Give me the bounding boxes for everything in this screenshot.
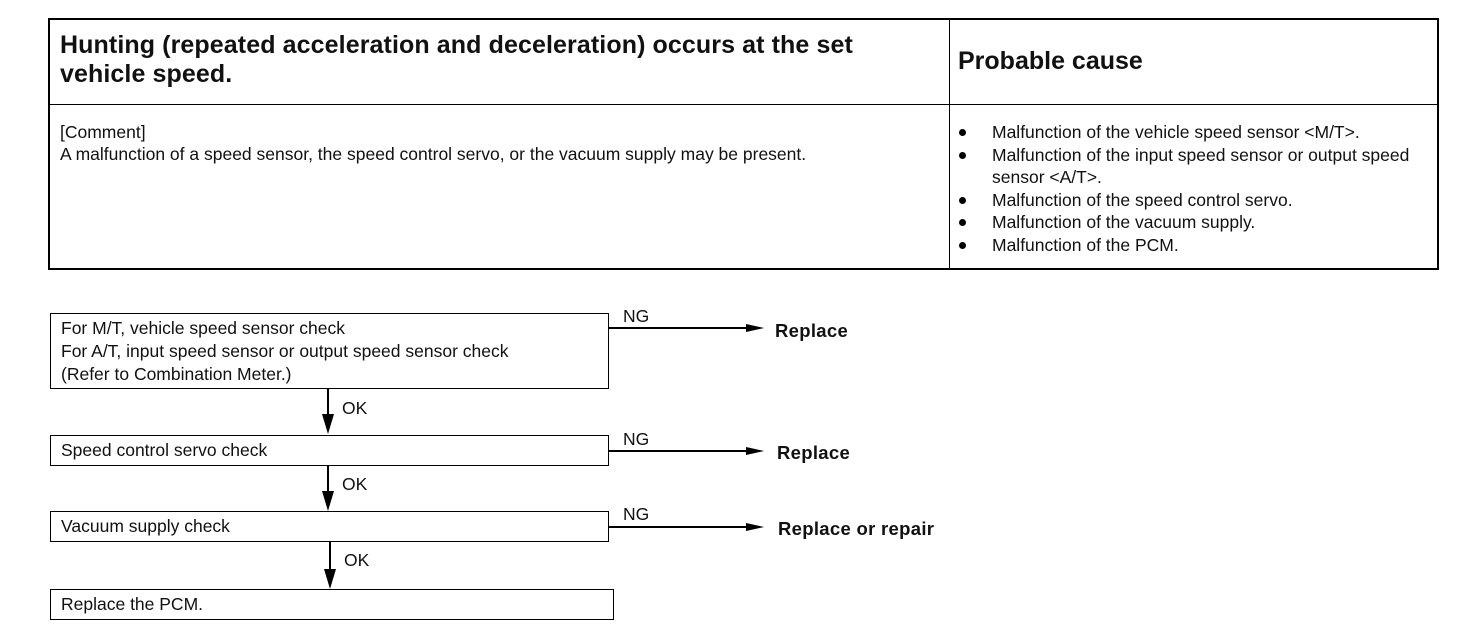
bullet-icon	[959, 242, 966, 249]
cause-text: Malfunction of the input speed sensor or output speed sensor <A/T>.	[992, 144, 1410, 187]
step1-box	[50, 313, 609, 389]
step3-ng-line	[609, 526, 749, 528]
ok2-arrow-icon	[322, 491, 334, 511]
step2-result: Replace	[777, 442, 851, 463]
comment-block	[60, 121, 806, 165]
probable-cause-header-cell	[950, 20, 1437, 105]
cause-text: Malfunction of the vehicle speed sensor <M/T>.	[992, 122, 1360, 142]
step3-result: Replace or repair	[778, 518, 935, 539]
step2-ng-line	[609, 450, 749, 452]
ok3-line	[329, 542, 331, 570]
ok2-label: OK	[342, 474, 368, 494]
ok3-label: OK	[344, 550, 370, 570]
ok3-arrow-icon	[324, 569, 336, 589]
cause-text: Malfunction of the speed control servo.	[992, 189, 1293, 210]
bullet-icon	[959, 129, 966, 136]
cause-item	[956, 211, 1436, 234]
step2-ng-arrow-icon	[746, 447, 764, 455]
step1-result: Replace	[775, 320, 849, 341]
step1-ng-arrow-icon	[746, 324, 764, 332]
bullet-icon	[959, 219, 966, 226]
step3-ng-label: NG	[623, 504, 650, 524]
ok1-line	[327, 389, 329, 415]
step3-ng-arrow-icon	[746, 523, 764, 531]
step2-box	[50, 435, 609, 466]
step2-text: Speed control servo check	[61, 440, 268, 460]
step4-text: Replace the PCM.	[61, 594, 204, 614]
comment-text: A malfunction of a speed sensor, the speed control servo, or the vacuum supply may be present.	[60, 144, 807, 164]
cause-item	[956, 234, 1436, 257]
step1-ng-label: NG	[623, 306, 650, 326]
ok1-arrow-icon	[322, 414, 334, 434]
comment-cell	[50, 105, 950, 268]
step1-line1: For M/T, vehicle speed sensor check	[61, 318, 346, 338]
cause-text: Malfunction of the vacuum supply.	[992, 212, 1256, 232]
bullet-icon	[959, 197, 966, 204]
probable-cause-title: Probable cause	[958, 47, 1143, 75]
symptom-title: Hunting (repeated acceleration and deceleration) occurs at the set vehicle speed.	[60, 31, 853, 88]
step3-box	[50, 511, 609, 542]
bullet-icon	[959, 152, 966, 159]
cause-item	[956, 189, 1436, 212]
step3-text: Vacuum supply check	[61, 516, 230, 536]
step1-line2: For A/T, input speed sensor or output speed sensor check	[61, 341, 509, 361]
symptom-header-cell	[50, 20, 950, 105]
diagnosis-table	[48, 18, 1439, 270]
ok1-label: OK	[342, 398, 368, 418]
step4-box	[50, 589, 614, 620]
cause-item	[956, 121, 1436, 144]
step1-line3: (Refer to Combination Meter.)	[61, 364, 292, 384]
ok2-line	[327, 466, 329, 492]
cause-item	[956, 144, 1436, 189]
step2-ng-label: NG	[623, 429, 650, 449]
cause-list	[956, 121, 1436, 256]
causes-cell	[950, 105, 1437, 268]
comment-label: [Comment]	[60, 122, 146, 142]
cause-text: Malfunction of the PCM.	[992, 234, 1179, 255]
step1-ng-line	[609, 327, 749, 329]
